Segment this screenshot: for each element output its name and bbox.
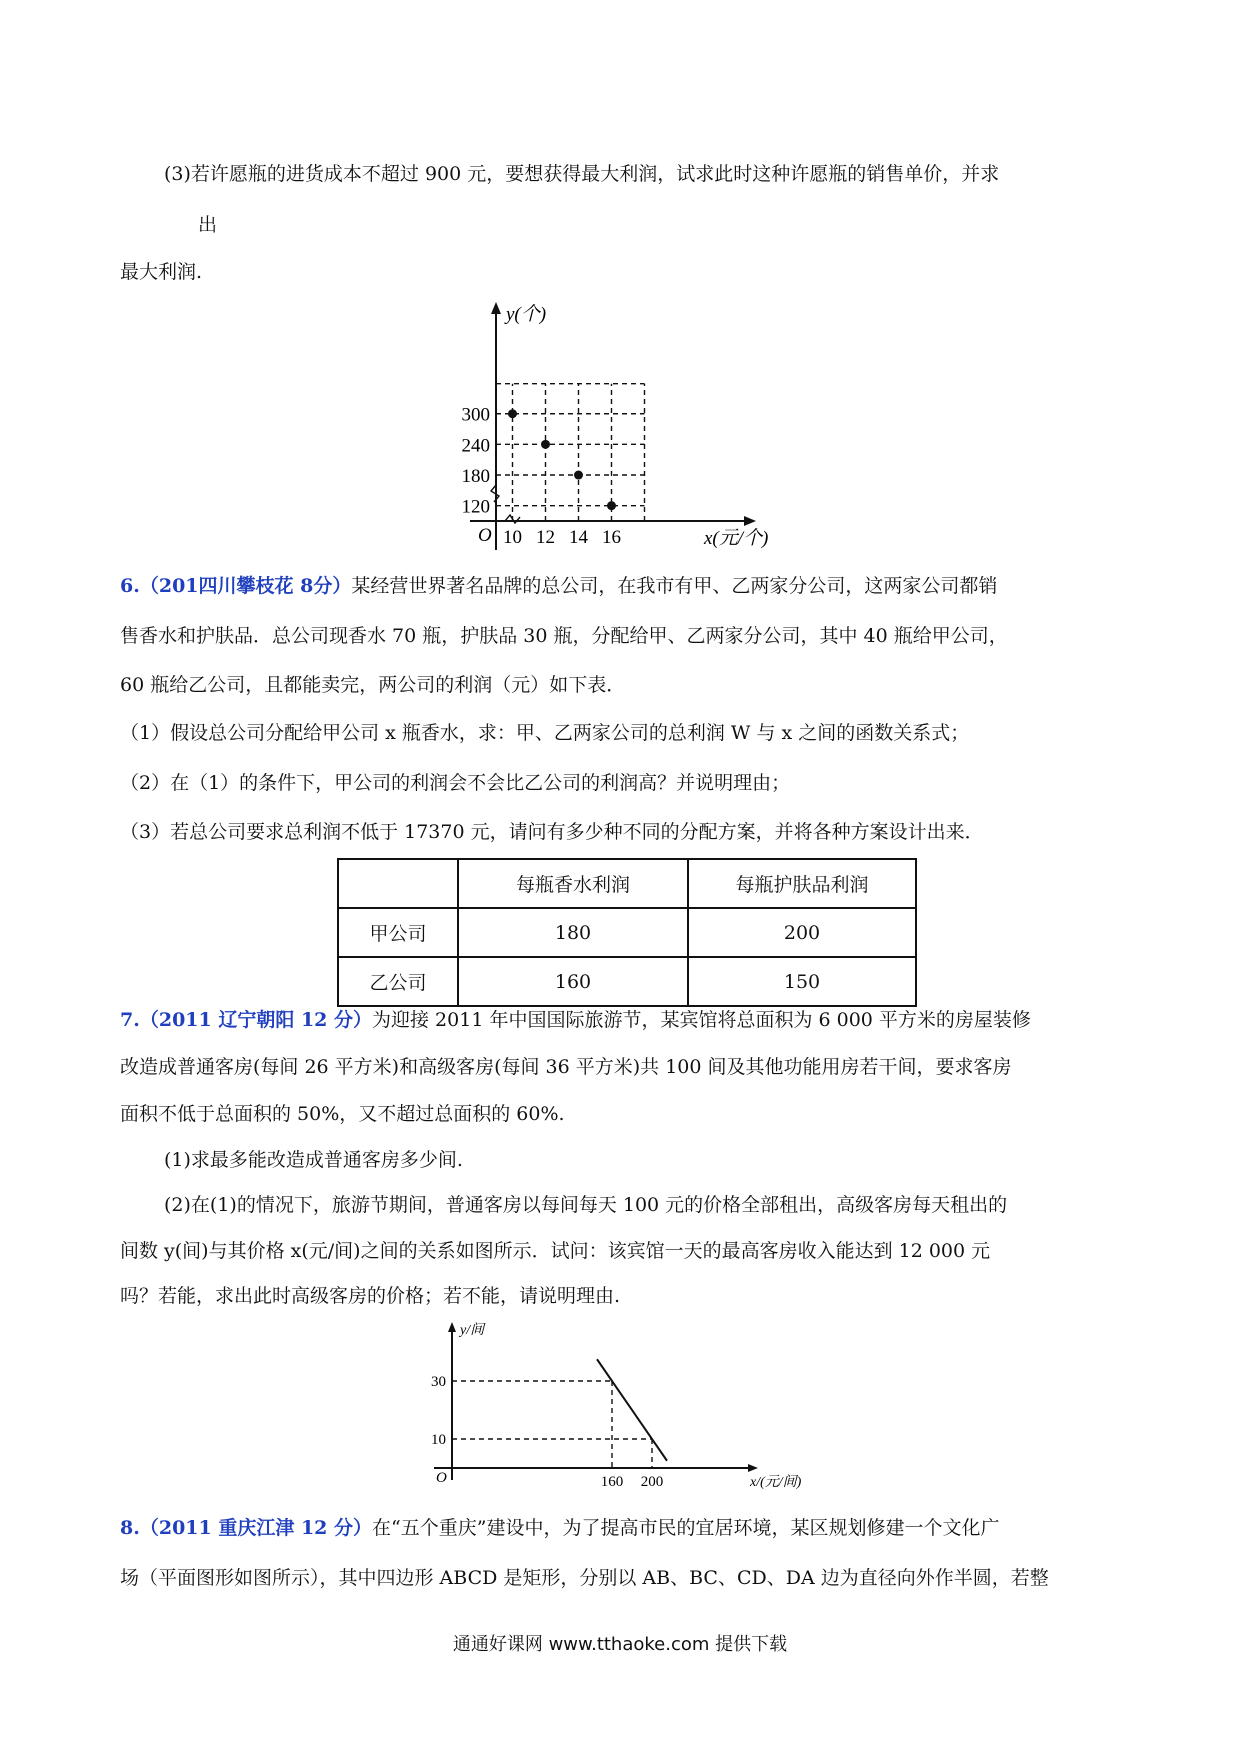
table-header-cell: 每瓶香水利润 — [458, 859, 688, 908]
chart1-data-point — [508, 409, 517, 418]
table-cell: 乙公司 — [338, 957, 458, 1006]
chart1-y-tick-label: 120 — [461, 496, 490, 518]
chart1-y-arrow — [491, 302, 501, 314]
q8-number: 8. — [120, 1517, 140, 1539]
q6-part2: （2）在（1）的条件下，甲公司的利润会不会比乙公司的利润高？并说明理由； — [120, 772, 791, 794]
chart1-y-tick-label: 300 — [461, 404, 490, 426]
table-cell: 160 — [458, 957, 688, 1006]
chart1-y-tick-label: 180 — [461, 466, 490, 488]
q6-part1: （1）假设总公司分配给甲公司 x 瓶香水，求：甲、乙两家公司的总利润 W 与 x 之间的函数关系式； — [120, 722, 970, 744]
q7-heading — [120, 1008, 1031, 1032]
q5-part3-line1: (3)若许愿瓶的进货成本不超过 900 元，要想获得最大利润，试求此时这种许愿瓶的销售单价，并求 — [164, 163, 1000, 185]
chart1-x-tick-label: 10 — [503, 527, 522, 548]
q8-line2: 场（平面图形如图所示），其中四边形 ABCD 是矩形，分别以 AB、BC、CD、DA 边为直径向外作半圆，若整 — [120, 1567, 1049, 1589]
table-header-cell — [338, 859, 458, 908]
chart2-ylabel: y/间 — [460, 1323, 485, 1338]
q8-text1: 在“五个重庆”建设中，为了提高市民的宜居环境，某区规划修建一个文化广 — [372, 1517, 1000, 1539]
chart1-grid — [496, 384, 645, 521]
chart2-origin: O — [436, 1470, 447, 1486]
q5-part3-line3: 最大利润. — [120, 261, 203, 283]
chart-2-line — [422, 1320, 802, 1498]
q7-line3: 面积不低于总面积的 50%，又不超过总面积的 60%. — [120, 1103, 565, 1125]
q7-part2-line1: (2)在(1)的情况下，旅游节期间，普通客房以每间每天 100 元的价格全部租出，高级客房每天租出的 — [164, 1194, 1008, 1216]
chart2-series-line — [597, 1359, 667, 1461]
q7-source: （2011 辽宁朝阳 12 分） — [139, 1009, 373, 1031]
page-footer: 通通好课网 www.tthaoke.com 提供下载 — [452, 1634, 788, 1655]
chart1-data-point — [574, 471, 583, 480]
chart1-ylabel: y(个) — [506, 304, 547, 325]
q6-line3: 60 瓶给乙公司，且都能卖完，两公司的利润（元）如下表． — [120, 674, 626, 696]
chart1-x-tick-label: 14 — [569, 527, 588, 548]
table-header-row — [338, 859, 916, 908]
chart2-x-arrow — [748, 1464, 758, 1472]
q7-part2-line3: 吗？若能，求出此时高级客房的价格；若不能，请说明理由. — [120, 1285, 621, 1307]
q6-line2: 售香水和护肤品．总公司现香水 70 瓶，护肤品 30 瓶，分配给甲、乙两家分公司，其中 40 瓶给甲公司， — [120, 625, 1008, 647]
chart1-y-tick-label: 240 — [461, 435, 490, 457]
q8-heading — [120, 1516, 999, 1540]
chart1-x-tick-label: 16 — [602, 527, 621, 548]
q6-text1: 某经营世界著名品牌的总公司，在我市有甲、乙两家分公司，这两家公司都销 — [351, 575, 998, 597]
chart1-origin: O — [478, 525, 492, 546]
table-row — [338, 957, 916, 1006]
chart1-data-point — [607, 501, 616, 510]
chart1-x-tick-label: 12 — [536, 527, 555, 548]
chart1-x-arrow — [744, 516, 756, 526]
chart1-xlabel: x(元/个) — [704, 528, 769, 549]
chart2-x-tick-label: 200 — [640, 1474, 664, 1490]
chart2-y-tick-label: 30 — [431, 1374, 446, 1390]
q6-number: 6. — [120, 575, 140, 597]
table-cell: 150 — [688, 957, 916, 1006]
table-row — [338, 908, 916, 957]
chart2-xlabel: x/(元/间) — [750, 1475, 802, 1490]
chart2-x-tick-label: 160 — [600, 1474, 624, 1490]
chart2-y-arrow — [448, 1322, 456, 1332]
q8-source: （2011 重庆江津 12 分） — [139, 1517, 373, 1539]
q7-part2-line2: 间数 y(间)与其价格 x(元/间)之间的关系如图所示．试问：该宾馆一天的最高客房收入能达到 12 000 元 — [120, 1240, 991, 1262]
chart-1-scatter — [450, 300, 780, 562]
q6-heading — [120, 574, 997, 598]
table-cell: 180 — [458, 908, 688, 957]
table-cell: 甲公司 — [338, 908, 458, 957]
q6-source: （201四川攀枝花 8分） — [139, 575, 352, 597]
q7-number: 7. — [120, 1009, 140, 1031]
profit-table — [337, 858, 917, 1007]
q5-part3-line2: 出 — [198, 214, 218, 236]
table-cell: 200 — [688, 908, 916, 957]
chart2-y-tick-label: 10 — [431, 1432, 446, 1448]
q6-part3: （3）若总公司要求总利润不低于 17370 元，请问有多少种不同的分配方案，并将各种方案设计出来． — [120, 821, 984, 843]
q7-part1: (1)求最多能改造成普通客房多少间. — [164, 1149, 463, 1171]
q7-text1: 为迎接 2011 年中国国际旅游节，某宾馆将总面积为 6 000 平方米的房屋装修 — [372, 1009, 1031, 1031]
table-header-cell: 每瓶护肤品利润 — [688, 859, 916, 908]
chart1-data-point — [541, 440, 550, 449]
q7-line2: 改造成普通客房(每间 26 平方米)和高级客房(每间 36 平方米)共 100 间及其他功能用房若干间，要求客房 — [120, 1056, 1012, 1078]
